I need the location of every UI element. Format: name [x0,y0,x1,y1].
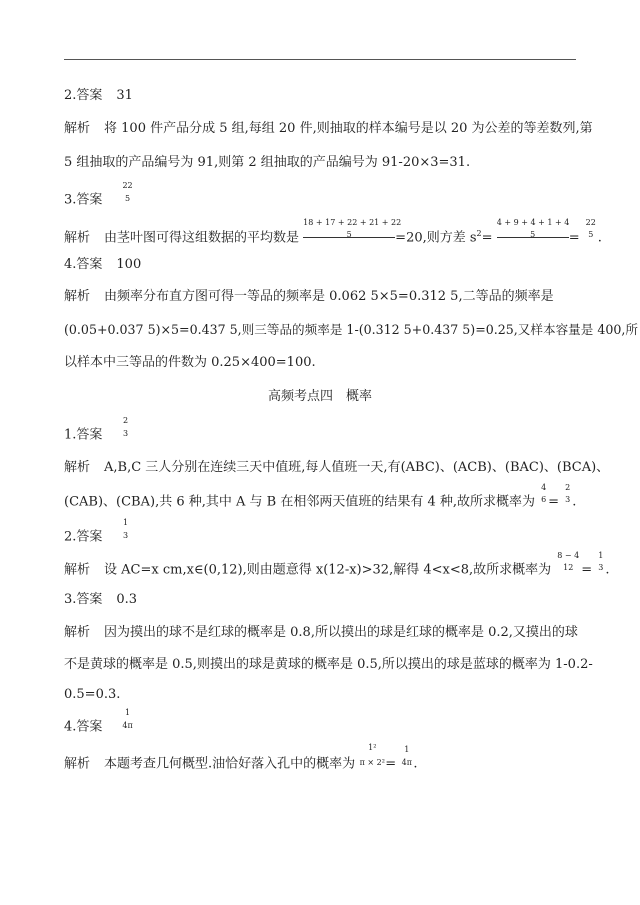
explanation-text: 由茎叶图可得这组数据的平均数是 [104,230,300,246]
fraction-numerator: 22 [585,217,596,227]
answer-line-1 [64,416,131,444]
explanation-text: A,B,C 三人分别在连续三天中值班,每人值班一天,有(ABC)、(ACB)、(BAC)、(BCA)、 [104,460,610,475]
explanation-text: 将 100 件产品分成 5 组,每组 20 件,则抽取的样本编号是以 20 为公差的等差数列,第 [104,121,593,136]
explanation-text: 因为摸出的球不是红球的概率是 0.8,所以摸出的球是红球的概率是 0.2,又摸出的球 [104,625,578,640]
explanation-text: = [481,230,493,246]
fraction-numerator: 1 [125,708,131,717]
equals-sign: = [548,494,560,510]
explanation-label: 解析 [64,625,91,640]
fraction-numerator: 2 [123,416,129,425]
result-fraction [584,217,598,246]
fraction-numerator: 22 [122,181,133,190]
explanation-line [64,217,602,246]
answer-label: 2.答案 [64,88,103,103]
answer-value: 100 [116,257,142,272]
fraction [563,483,572,510]
fraction-numerator: 1 [123,518,129,527]
answer-line-2 [64,518,131,546]
explanation-text: 由频率分布直方图可得一等品的频率是 0.062 5×5=0.312 5,二等品的频率是 [104,289,554,304]
fraction-denominator: π × 2² [359,758,385,767]
answer-line-4 [64,708,135,736]
fraction [596,551,605,578]
explanation-line [64,551,610,579]
variance-fraction [496,217,570,246]
fraction-denominator: 4π [122,721,133,730]
explanation-line: 以样本中三等品的件数为 0.25×400=100. [64,355,316,370]
fraction-numerator: 4 [541,483,547,492]
fraction-denominator: 6 [541,495,547,504]
fraction-denominator: 4π [401,758,413,767]
header-rule [64,59,576,60]
answer-fraction [121,708,135,735]
fraction-denominator: 5 [588,229,594,239]
fraction-denominator: 3 [565,495,571,504]
fraction-numerator: 1 [598,551,604,560]
fraction-numerator: 2 [565,483,571,492]
period: . [413,756,418,772]
answer-label: 1.答案 [64,427,103,443]
answer-label: 3.答案 [64,592,103,607]
answer-line-3 [64,181,135,209]
explanation-line: 5 组抽取的产品编号为 91,则第 2 组抽取的产品编号为 91-20×3=31. [64,155,471,170]
explanation-line [64,483,577,511]
period: . [597,230,602,246]
fraction-denominator: 5 [125,194,131,203]
answer-fraction [121,518,131,545]
answer-label: 4.答案 [64,719,103,735]
explanation-line: 不是黄球的概率是 0.5,则摸出的球是黄球的概率是 0.5,所以摸出的球是蓝球的概率为 1-0.2- [64,657,593,672]
explanation-label: 解析 [64,230,91,246]
explanation-text: 设 AC=x cm,x∈(0,12),则由题意得 x(12-x)>32,解得 4<x<8,故所求概率为 [104,562,552,578]
fraction [400,745,413,772]
answer-line-3 [64,592,137,608]
period: . [572,494,577,510]
answer-line-2 [64,88,133,104]
explanation-line [64,289,554,305]
explanation-label: 解析 [64,756,91,772]
superscript: 2 [476,229,482,238]
equals-sign: = [581,562,593,578]
explanation-text: (CAB)、(CBA),共 6 种,其中 A 与 B 在相邻两天值班的结果有 4 种,故所求概率为 [64,494,536,510]
explanation-label: 解析 [64,562,91,578]
fraction [555,551,581,578]
explanation-label: 解析 [64,289,91,304]
answer-fraction [121,181,135,208]
explanation-line: (0.05+0.037 5)×5=0.437 5,则三等品的频率是 1-(0.312 5+0.437 5)=0.25,又样本容量是 400,所 [64,322,639,337]
answer-label: 4.答案 [64,257,103,272]
fraction-denominator: 3 [598,563,604,572]
section-heading: 高频考点四 概率 [267,389,372,404]
explanation-label: 解析 [64,460,91,475]
fraction-numerator: 4 + 9 + 4 + 1 + 4 [496,217,570,227]
fraction [359,743,385,772]
fraction [539,483,548,510]
fraction-numerator: 18 + 17 + 22 + 21 + 22 [303,217,402,227]
explanation-line: 0.5=0.3. [64,687,121,702]
period: . [605,562,610,578]
explanation-line [64,625,578,641]
fraction-denominator: 5 [346,229,352,239]
explanation-line [64,743,418,773]
fraction-denominator: 3 [123,531,129,540]
explanation-text: =20,则方差 s [395,230,477,246]
fraction-numerator: 1² [368,743,377,752]
answer-value: 0.3 [116,592,138,607]
fraction-numerator: 8 − 4 [557,551,580,560]
answer-value: 31 [116,88,133,103]
fraction-denominator: 3 [123,429,129,438]
fraction-denominator: 12 [563,563,574,572]
fraction-numerator: 1 [404,745,410,754]
answer-fraction [121,416,131,443]
explanation-line [64,121,593,137]
answer-label: 3.答案 [64,192,103,208]
answer-line-4 [64,257,141,273]
explanation-text: 本题考查几何概型.油恰好落入孔中的概率为 [104,756,356,772]
answer-label: 2.答案 [64,529,103,545]
equals-sign: = [568,230,580,246]
explanation-label: 解析 [64,121,91,136]
mean-fraction [303,217,402,246]
equals-sign: = [385,756,397,772]
fraction-denominator: 5 [530,229,536,239]
explanation-line [64,460,609,476]
